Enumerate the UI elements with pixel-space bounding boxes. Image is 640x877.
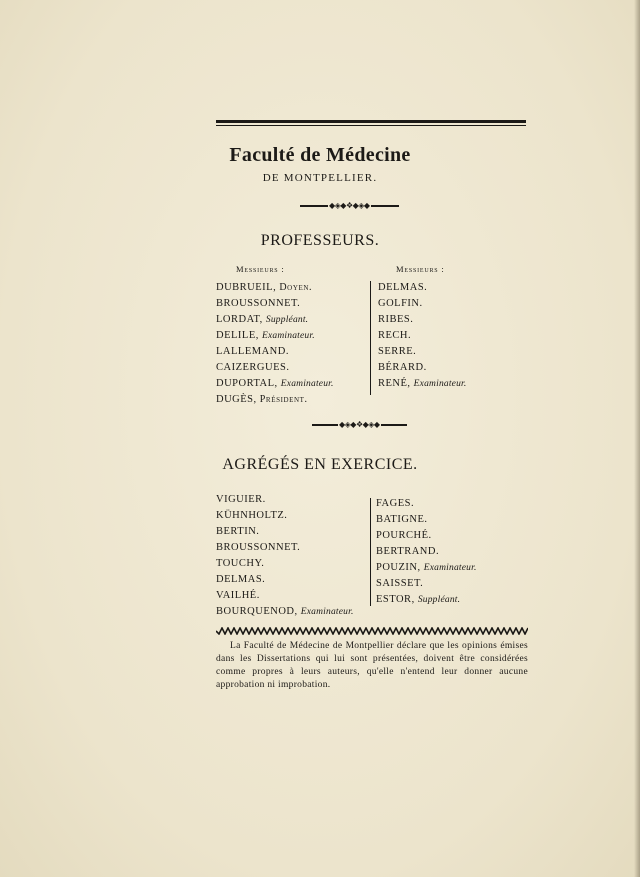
member-name: CAIZERGUES. <box>216 362 290 373</box>
member-entry <box>216 572 354 588</box>
page-edge-shadow <box>634 0 640 877</box>
member-role: Suppléant. <box>417 595 461 605</box>
member-name: RIBES. <box>378 314 414 325</box>
member-entry <box>216 556 354 572</box>
member-entry <box>216 492 354 508</box>
member-name: VIGUIER. <box>216 494 266 505</box>
member-entry <box>378 344 466 360</box>
member-name: LORDAT <box>216 314 260 325</box>
member-entry <box>378 312 466 328</box>
separator: , <box>294 606 301 617</box>
member-entry <box>376 544 477 560</box>
member-name: TOUCHY. <box>216 558 265 569</box>
faculty-subtitle: DE MONTPELLIER. <box>262 172 378 184</box>
member-role: Examinateur. <box>423 563 477 573</box>
separator: , <box>417 562 424 573</box>
member-name: POURCHÉ. <box>376 530 432 541</box>
ornament-divider-2: ◆◈◆❖◆◈◆ <box>312 421 407 429</box>
member-entry <box>216 312 334 328</box>
separator: , <box>255 330 262 341</box>
member-name: SERRE. <box>378 346 417 357</box>
member-role: Examinateur. <box>280 379 334 389</box>
separator: , <box>274 378 281 389</box>
member-name: RECH. <box>378 330 412 341</box>
member-entry <box>216 376 334 392</box>
member-entry <box>216 524 354 540</box>
member-name: DUPORTAL <box>216 378 275 389</box>
member-role: Suppléant. <box>265 315 309 325</box>
member-entry <box>216 360 334 376</box>
agreges-heading: AGRÉGÉS EN EXERCICE. <box>222 456 418 473</box>
member-name: GOLFIN. <box>378 298 423 309</box>
member-name: ESTOR <box>376 594 412 605</box>
member-name: SAISSET. <box>376 578 424 589</box>
member-name: BROUSSONNET. <box>216 298 301 309</box>
separator: , <box>273 282 280 293</box>
member-entry <box>376 528 477 544</box>
member-entry <box>376 592 477 608</box>
separator: , <box>407 378 414 389</box>
member-name: BOURQUENOD <box>216 606 295 617</box>
member-entry <box>376 496 477 512</box>
member-entry <box>216 392 334 408</box>
member-name: BERTRAND. <box>376 546 440 557</box>
zigzag-rule <box>216 627 528 635</box>
professeurs-right-column-header: Messieurs : <box>396 264 445 274</box>
member-name: BATIGNE. <box>376 514 428 525</box>
member-entry <box>378 360 466 376</box>
member-role: Doyen. <box>279 282 313 293</box>
member-entry <box>378 296 466 312</box>
member-entry <box>216 328 334 344</box>
member-entry <box>216 344 334 360</box>
member-name: DUBRUEIL <box>216 282 274 293</box>
member-name: DELMAS. <box>378 282 428 293</box>
member-role: Examinateur. <box>262 331 315 341</box>
separator: , <box>411 594 418 605</box>
professeurs-column-divider <box>370 281 371 395</box>
member-role: Examinateur. <box>300 607 354 617</box>
member-entry <box>376 560 477 576</box>
agreges-right-list <box>376 496 477 608</box>
member-entry <box>378 328 466 344</box>
member-entry <box>376 512 477 528</box>
member-name: BROUSSONNET. <box>216 542 301 553</box>
member-name: RENÉ <box>378 378 408 389</box>
top-rule <box>216 120 526 126</box>
professeurs-left-list <box>216 280 334 408</box>
member-entry <box>378 376 466 392</box>
member-entry <box>216 508 354 524</box>
professeurs-left-column-header: Messieurs : <box>236 264 285 274</box>
faculty-title: Faculté de Médecine <box>229 144 411 166</box>
member-name: VAILHÉ. <box>216 590 260 601</box>
member-name: BERTIN. <box>216 526 260 537</box>
professeurs-heading: PROFESSEURS. <box>260 232 380 249</box>
ornament-divider-1: ◆◈◆❖◆◈◆ <box>300 202 399 210</box>
member-name: KÜHNHOLTZ. <box>216 510 288 521</box>
member-name: LALLEMAND. <box>216 346 289 357</box>
member-entry <box>216 296 334 312</box>
member-name: POUZIN <box>376 562 418 573</box>
professeurs-right-list <box>378 280 466 392</box>
separator: , <box>259 314 266 325</box>
member-entry <box>376 576 477 592</box>
member-name: DELILE <box>216 330 256 341</box>
member-name: DUGÈS <box>216 394 254 405</box>
member-name: BÉRARD. <box>378 362 427 373</box>
member-entry <box>216 540 354 556</box>
member-name: FAGES. <box>376 498 415 509</box>
separator: , <box>253 394 260 405</box>
member-entry <box>216 280 334 296</box>
member-entry <box>216 588 354 604</box>
member-role: Président. <box>259 394 308 405</box>
agreges-left-list <box>216 492 354 620</box>
agreges-column-divider <box>370 498 371 606</box>
member-entry <box>216 604 354 620</box>
member-entry <box>378 280 466 296</box>
member-role: Examinateur. <box>413 379 467 389</box>
faculty-disclaimer: La Faculté de Médecine de Montpellier déclare que les opinions émises dans les Dissertations qui lui sont présentées, doivent être considérées comme propres à leurs auteurs, qu'elle n'entend leur donner aucune approbation ni improbation. <box>216 641 528 690</box>
member-name: DELMAS. <box>216 574 266 585</box>
